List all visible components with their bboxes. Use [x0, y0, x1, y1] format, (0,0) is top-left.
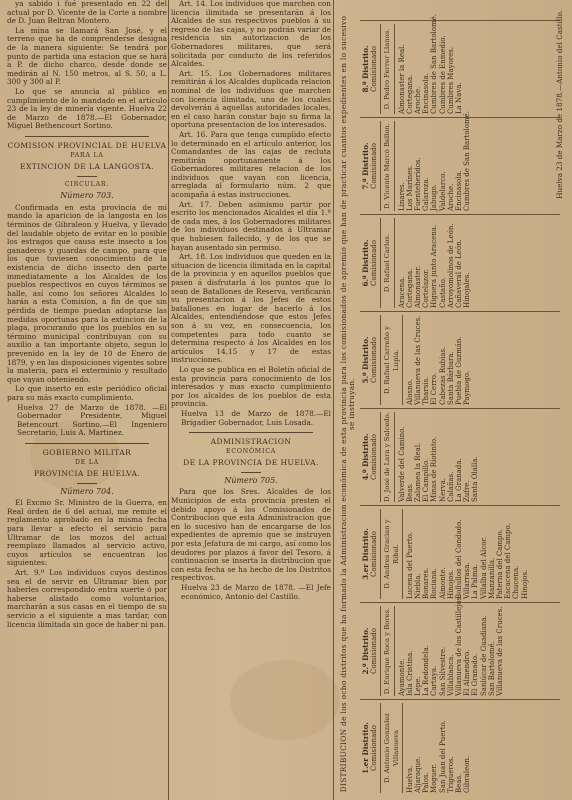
town-item: Bonares.: [422, 567, 431, 599]
column-rule: [168, 0, 169, 800]
town-item: Arroyomolinos de León.: [446, 223, 455, 308]
town-item: Almonte.: [438, 567, 447, 599]
district-column: [360, 594, 560, 699]
town-item: Encinasola.: [422, 73, 431, 114]
commissioned-label: Comisionado: [370, 218, 381, 308]
section-divider: [189, 432, 313, 433]
town-item: Rociana.: [430, 568, 439, 599]
commissioner-name: D. Andres Gracian y Ribal.: [381, 509, 402, 599]
town-item: El Campillo.: [422, 458, 431, 502]
town-list: [397, 594, 505, 696]
district-heading: [362, 606, 370, 696]
paragraph: Lo que se anuncia al público en cumplimiento de lo mandado en el artículo 23 de la ley de minería vigente. Huelva 22 de Marzo de 1878.—El Gobernador, Miguel Bethencourt Sortino.: [7, 86, 167, 131]
town-item: Aroche.: [414, 86, 423, 114]
commissioned-label: Comisionado: [370, 24, 381, 114]
district-label: Distrito.: [361, 45, 370, 79]
district-heading: [362, 703, 370, 793]
town-list: [406, 703, 472, 793]
section-divider: [77, 483, 97, 484]
district-label: Distrito.: [361, 722, 370, 756]
paragraph: ya sabido i fué presentado en 22 del actual por D. Vicente de la Corte a nombre de D. Juan Beltran Montero.: [7, 0, 167, 26]
district-column: [360, 311, 560, 408]
district-label: Distrito.: [361, 142, 370, 176]
table-footer: Huelva 23 de Marzo de 1878.—Antonio del Castillo.: [555, 10, 564, 199]
town-item: Cabezas Rubias.: [438, 346, 447, 405]
town-item: Nerva.: [438, 478, 447, 502]
town-item: Encinasola.: [455, 170, 464, 211]
commissioner-name: D. José de Lara y Salcedo.: [381, 412, 394, 502]
town-item: Aljaraque.: [414, 756, 423, 793]
town-item: Fuenteheridos.: [414, 157, 423, 211]
town-item: Cañaveral de León.: [455, 239, 464, 308]
town-list: [398, 218, 472, 308]
town-item: El Granado.: [471, 653, 480, 696]
signature-line: Huelva 13 de Marzo de 1878.—El Brigadier Gobernador, Luis Losada.: [181, 408, 331, 427]
notice-number: Número 704.: [60, 486, 114, 496]
town-item: Higuera junto Aracena.: [430, 224, 439, 308]
town-item: Trigueros.: [446, 756, 455, 793]
town-item: Hinojos.: [520, 569, 529, 599]
district-column: [360, 505, 560, 602]
district-heading: [362, 509, 370, 599]
town-item: San Silvestre.: [438, 646, 447, 696]
town-item: Cumbres de Enmedio.: [438, 35, 447, 114]
town-item: Santa Olalla.: [471, 456, 480, 502]
town-item: Villablanca.: [446, 654, 455, 696]
district-label: Distrito.: [361, 336, 370, 370]
commissioned-label: Comisionado: [370, 412, 381, 502]
town-item: La Palma.: [471, 564, 480, 599]
town-list: [397, 111, 472, 211]
town-item: Minas de Ríotinto.: [430, 436, 439, 502]
district-ordinal: 8.º: [361, 81, 370, 93]
town-item: La Nava.: [455, 82, 464, 114]
town-item: Cartaya.: [430, 665, 439, 696]
town-item: Puebla de Guzmán.: [455, 336, 464, 405]
town-item: Paterna del Campo.: [496, 529, 505, 599]
town-item: Almonaster la Real.: [397, 44, 406, 114]
commissioned-label: Comisionado: [370, 315, 381, 405]
town-item: Castaño.: [438, 277, 447, 308]
town-item: San Bartolomé.: [487, 641, 496, 696]
commissioner-name: D. Enrique Roca y Bores.: [381, 606, 394, 696]
town-item: Linares.: [397, 182, 406, 211]
town-item: Ayamonte.: [397, 658, 406, 696]
district-label: Distrito.: [361, 239, 370, 273]
section-divider: [241, 472, 261, 473]
town-item: Paymogo.: [463, 370, 472, 405]
notice-number: Número 703.: [60, 191, 114, 201]
commissioned-label: Comisionado: [370, 703, 381, 793]
district-column: [360, 699, 560, 796]
paragraph: Art. 9.º Los individuos cuyos destinos sea el de servir en Ultramar bien por haberles correspondido entra suerte ó por haberse alistado como voluntarios, marcharán a sus casas en el tiempo de su servicio a el siguiente a mas tardar, con licencia ilimitada sin goce de haber ni pan.: [7, 568, 167, 629]
town-item: Beas.: [405, 482, 414, 502]
town-item: Galaroza.: [422, 177, 431, 211]
district-heading: [362, 315, 370, 405]
town-item: Villalba del Alcor.: [479, 536, 488, 599]
district-heading: [362, 121, 370, 211]
town-item: Moguer.: [430, 763, 439, 793]
commissioner-name: D. Rafael Carreño y Lupia.: [381, 315, 402, 405]
town-item: Villarrasa.: [463, 562, 472, 599]
section-subtitle: EXTINCION DE LA LANGOSTA.: [20, 162, 154, 172]
signature-line: Huelva 23 de Marzo de 1878. —El Jefe económico, Antonio del Castillo.: [181, 583, 331, 601]
signature-line: Huelva 27 de Marzo de 1878. —El Gobernador Presidente, Miguel Betencourt Sortino.—El Ingeniero Secretario, Luis A. Martinez.: [17, 402, 167, 438]
town-item: Zalamea la Real.: [414, 442, 423, 502]
paragraph: Art. 17. Deben asimismo partir por escrito los mencionados Alcaldes el día 1.º de cada mes, á los Gobernadores militares de los individuos destinados á Ultramar que hubiesen fallecido, y de los que se hayan ausentado sin permiso.: [171, 199, 331, 252]
section-subtitle: PARA LA: [70, 151, 104, 159]
town-item: El Almendro.: [463, 649, 472, 696]
town-item: Aracena.: [397, 276, 406, 308]
paragraph: Art. 16. Para que tenga cumplido efecto lo determinado en el artículo anterior, los Comandantes de las cajas de recluta remitirán oportunamente á los Gobernadores militares relacion de los individuos que vayan con licencia, arreglada al formulario núm. 2 que acompaña á estas instrucciones.: [171, 129, 331, 200]
section-divider: [25, 443, 149, 444]
commissioner-name: D. Pedro Ferrer Llanos.: [381, 24, 394, 114]
distribution-table-area: [336, 0, 572, 800]
town-item: Escacena del Campo.: [504, 523, 513, 599]
notice-number: Número 705.: [224, 475, 278, 485]
town-item: El Cerro.: [430, 372, 439, 405]
town-item: Lucena del Puerto.: [405, 531, 414, 599]
town-item: Bollullos del Condado.: [455, 519, 464, 599]
district-column: [360, 214, 560, 311]
paragraph: Confirmada en esta provincia de mi mando la aparicion de la langosta en los términos de Gibraleon y Huelva, y llevado del laudable objeto de evitar en lo posible los estragos que causa este insecto a los ganaderos y guardas de campo, para que los que tuviesen conocimiento de la existencia de dicho insecto den parte inmediatamente a los Alcaldes de los pueblos respectivos en cuyos términos se halle, así como los señores Alcaldes lo harán a esta Comision, a fin de que sin pérdida de tiempo puedan adoptarse las medidas oportunas para la extincion de la plaga, procurando que los pueblos en su término municipal contribuyan con su auxilio a tan importante objeto, segun lo prevenido en la ley de 10 de Enero de 1879, y en las disposiciones vigentes sobre la materia, para el exterminio y resultado que vayan obteniendo.: [7, 202, 167, 384]
town-item: Calañas.: [446, 471, 455, 502]
district-heading: [362, 218, 370, 308]
paragraph: Para que los Sres. Alcaldes de los Municipios de esta provincia presten el debido apoyo á los Comisionados de Contribucion que esta Administracion que en lo sucesivo han de encargarse de los expedientes de apremio que se instruyen por esta Jefatura de mi cargo, así como los deudores por plazos á favor del Tesoro, á continuacion se inserta la distribucion que con esta fecha se ha hecho de los Distritos respectivos.: [171, 487, 331, 583]
district-heading: [362, 24, 370, 114]
column-rule: [333, 0, 334, 800]
town-item: Cumbres Mayores.: [446, 46, 455, 114]
town-item: Santa Bárbara.: [446, 351, 455, 405]
town-item: Cortegana.: [405, 74, 414, 114]
town-list: [398, 412, 480, 502]
town-item: Huelva.: [405, 765, 414, 793]
paragraph: Art. 18. Los individuos que queden en la situacion de licencia ilimitada en la capital de la provincia y en aquellos pueblos que pasen á disfrutarla á los puntos que lo sean de Batallones de Reserva, verificarán su presentacion á los Jefes de estos batallones en lugar de hacerlo á los Alcaldes, entendiéndose que estos Jefes son á su vez, en consecuencia, los competentes para todo cuanto se determina respecto á los Alcaldes en los artículos 14,15 y 17 de estas instrucciones.: [171, 252, 331, 365]
section-divider: [77, 176, 97, 177]
paragraph: Art. 14. Los individuos que marchen con licencia ilimitada se presentarán á los Alcaldes de sus respectivos pueblos á su regreso de las cajas, y no podrán variar de residencia sin autorizacion de los Gobernadores militares, que será solicitada por conducto de los referidos Alcaldes.: [171, 0, 331, 69]
district-ordinal: 5.º: [361, 372, 370, 384]
district-column: [360, 111, 560, 214]
town-item: Aroche.: [446, 183, 455, 211]
town-item: Beas.: [455, 773, 464, 793]
paragraph: Art. 15. Los Gobernadores militares remitirán á los Alcaldes duplicada relacion nominal de los individuos que marchen con licencia ilimitada, uno de los cuales devolverán á aquellas autoridades locales, en el caso harán constar bajo su firma la oportuna presentacion de los interesados.: [171, 68, 331, 130]
district-column: [360, 408, 560, 505]
town-list: [406, 509, 529, 599]
town-item: Valdelarco.: [438, 171, 447, 211]
town-item: Isla Cristina.: [405, 650, 414, 696]
town-item: Hinojales.: [463, 272, 472, 308]
town-item: La Redondela.: [422, 645, 431, 696]
town-item: Cumbres de San Bartolomé.: [430, 14, 439, 114]
circular-label: CIRCULAR.: [64, 180, 110, 188]
town-item: Chucena.: [512, 565, 521, 599]
distribution-table-rotated: [336, 0, 572, 800]
paragraph: El Excmo Sr. Ministro de la Guerra, en Real órden de 6 del actual, me remite el reglamento aprobado en la misma fecha para llevar a efecto el servicio para Ultramar de los mozos del actual reemplazo llamados al servicio activo, cuyos artículos se encuentran los siguientes:: [7, 498, 167, 568]
district-label: Distrito.: [361, 627, 370, 661]
district-ordinal: 2.º: [361, 663, 370, 675]
district-ordinal: 4.º: [361, 469, 370, 481]
town-item: Villanueva de los Castillejos.: [455, 594, 464, 696]
town-item: Cortegana.: [405, 268, 414, 308]
district-ordinal: 6.º: [361, 275, 370, 287]
town-item: San Juan del Puerto.: [438, 720, 447, 793]
paragraph: Lo que se publica en el Boletín oficial de esta provincia para conocimiento de los interesados y mas exacto cumplimiento por los alcaldes de los pueblos de esta provincia.: [171, 364, 331, 409]
town-item: Lepe.: [414, 676, 423, 696]
district-heading: [362, 412, 370, 502]
commissioned-label: Comisionado: [370, 509, 381, 599]
town-item: Manzanilla.: [487, 557, 496, 599]
town-item: La Granada.: [455, 458, 464, 502]
table-caption: DISTRIBUCION de los ocho distritos que ha formado la Administracion económica de esta provincia para los comisionados de apremio que han de practicar cuantos expedientes en lo sucesivo se instruyan.: [339, 15, 357, 793]
commissioner-name: D. Antonio Gonzalez Villanueva: [381, 703, 402, 793]
commissioner-name: D. Rafael Carlos.: [381, 218, 394, 308]
paragraph: La mina se llamará San José, y el terreno que ha de comprenderse designa de la manera siguiente: Se tendrá por punto de partida una estacion que se hará a P. de dicho charco, desde donde se medirán al N. 150 metros, al S. 50, a L. 300 y 300 al P.: [7, 25, 167, 87]
district-ordinal: 1.er: [361, 758, 370, 774]
town-item: Cortelazor.: [422, 269, 431, 308]
commissioned-label: Comisionado: [370, 606, 381, 696]
paragraph: Lo que inserto en este periódico oficial para su más exacto cumplimiento.: [7, 384, 167, 402]
town-item: Hinojos.: [446, 569, 455, 599]
district-column: [360, 14, 560, 117]
section-subtitle: DE LA: [74, 458, 100, 466]
town-item: Valverde del Camino.: [397, 426, 406, 502]
text-column-left: [7, 0, 167, 800]
district-label: Distrito.: [361, 528, 370, 562]
town-item: Palos.: [422, 772, 431, 793]
district-label: Distrito.: [361, 433, 370, 467]
town-item: Tharsis.: [422, 376, 431, 405]
town-item: Niebla.: [414, 573, 423, 599]
town-item: Villanueva de las Cruces.: [414, 315, 423, 405]
town-item: Los Marines.: [405, 164, 414, 211]
town-item: Alosno.: [405, 379, 414, 405]
section-title: COMISION PROVINCIAL DE HUELVA: [7, 140, 167, 150]
section-title: GOBIERNO MILITAR: [42, 447, 132, 457]
section-subtitle: DE LA PROVINCIA DE HUELVA.: [183, 458, 319, 468]
section-divider: [25, 136, 149, 137]
town-item: Sanlúcar de Guadiana.: [479, 615, 488, 696]
district-ordinal: 3.er: [361, 564, 370, 580]
text-column-middle: [171, 0, 331, 800]
town-item: Jabugo.: [430, 184, 439, 211]
town-item: Almonaster.: [414, 265, 423, 308]
commissioner-name: D. Vicente Marcó Bellon.: [381, 121, 394, 211]
commissioned-label: Comisionado: [370, 121, 381, 211]
town-list: [397, 14, 464, 114]
section-title: ADMINISTRACION: [210, 437, 292, 447]
town-item: Gibraleon.: [463, 755, 472, 793]
section-subtitle: ECONÓMICA: [226, 447, 276, 455]
town-item: Cumbres de San Bartolomé.: [463, 111, 472, 211]
district-ordinal: 7.º: [361, 178, 370, 190]
town-item: Villanueva de las Cruces.: [496, 606, 505, 696]
section-subtitle: PROVINCIA DE HUELVA.: [33, 469, 141, 479]
town-list: [406, 315, 472, 405]
town-item: Zufre.: [463, 480, 472, 502]
